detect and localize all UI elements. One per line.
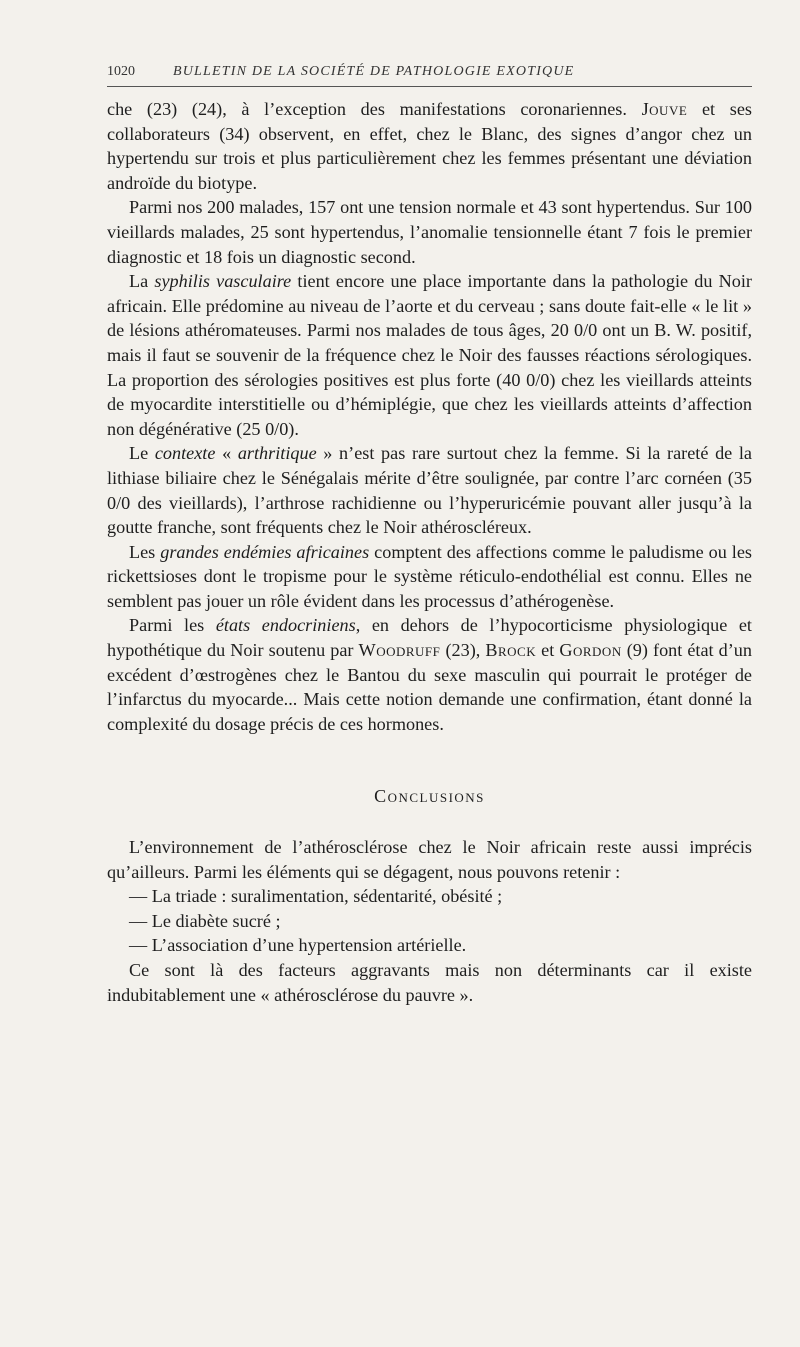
page	[107, 64, 752, 1007]
paragraph-6: Parmi les états endocriniens, en dehors de l’hypocorticisme physiologique et hypothétique du Noir soutenu par Woodruff (23), Brock et Gordon (9) font état d’un excédent d’œstrogènes chez le Bantou du sexe masculin qui pourrait le protéger de l’infarctus du myocarde... Mais cette notion demande une confirmation, étant donné la complexité du dosage précis de ces hormones.	[107, 615, 752, 734]
paragraph-7: L’environnement de l’athérosclérose chez le Noir africain reste aussi imprécis qu’ailleurs. Parmi les éléments qui se dégagent, nous pouvons retenir :	[107, 837, 752, 882]
paragraph-5: Les grandes endémies africaines comptent des affections comme le paludisme ou les rickettsioses dont le tropisme pour le système réticulo-endothélial est connu. Elles ne semblent pas jouer un rôle évident dans les processus d’athérogenèse.	[107, 541, 753, 611]
paragraph-3: La syphilis vasculaire tient encore une place importante dans la pathologie du Noir africain. Elle prédomine au niveau de l’aorte et du cerveau ; sans doute fait-elle « le lit » de lésions athéromateuses. Parmi nos malades de tous âges, 20 0/0 ont un B. W. positif, mais il faut se souvenir de la fréquence chez le Noir des fausses réactions sérologiques. La proportion des sérologies positives est plus forte (40 0/0) chez les vieillards atteints de myocardite interstitielle ou d’hémiplégie, que chez les vieillards atteints d’affection non dégénérative (25 0/0).	[107, 271, 752, 439]
paragraph-2: Parmi nos 200 malades, 157 ont une tension normale et 43 sont hypertendus. Sur 100 vieillards malades, 25 sont hypertendus, l’anomalie tensionnelle étant 7 fois le premier diagnostic et 18 fois un diagnostic second.	[107, 197, 752, 267]
page-number: 1020	[107, 64, 135, 79]
running-title: BULLETIN DE LA SOCIÉTÉ DE PATHOLOGIE EXOTIQUE	[173, 64, 575, 79]
paragraph-4: Le contexte « arthritique » n’est pas rare surtout chez la femme. Si la rareté de la lithiase biliaire chez le Sénégalais mérite d’être soulignée, par contre l’arc cornéen (35 0/0 des vieillards), l’arthrose rachidienne ou l’hyperuricémie pouvant aller jusqu’à la goutte franche, sont fréquents chez le Noir athéroscléreux.	[107, 443, 753, 538]
list-item: — Le diabète sucré ;	[129, 910, 281, 931]
conclusions-heading: Conclusions	[374, 786, 485, 807]
paragraph-1: che (23) (24), à l’exception des manifestations coronariennes. Jouve et ses collaborateurs (34) observent, en effet, chez le Blanc, des signes d’angor chez un hypertendu sur trois et plus particulièrement chez les femmes présentant une déviation androïde du biotype.	[107, 99, 752, 193]
list-item: — L’association d’une hypertension artérielle.	[129, 935, 467, 956]
body-text	[107, 97, 752, 1007]
list-item: — La triade : suralimentation, sédentarité, obésité ;	[129, 886, 503, 907]
paragraph-8: Ce sont là des facteurs aggravants mais non déterminants car il existe indubitablement une « athérosclérose du pauvre ».	[107, 960, 752, 1005]
running-header	[107, 64, 752, 87]
